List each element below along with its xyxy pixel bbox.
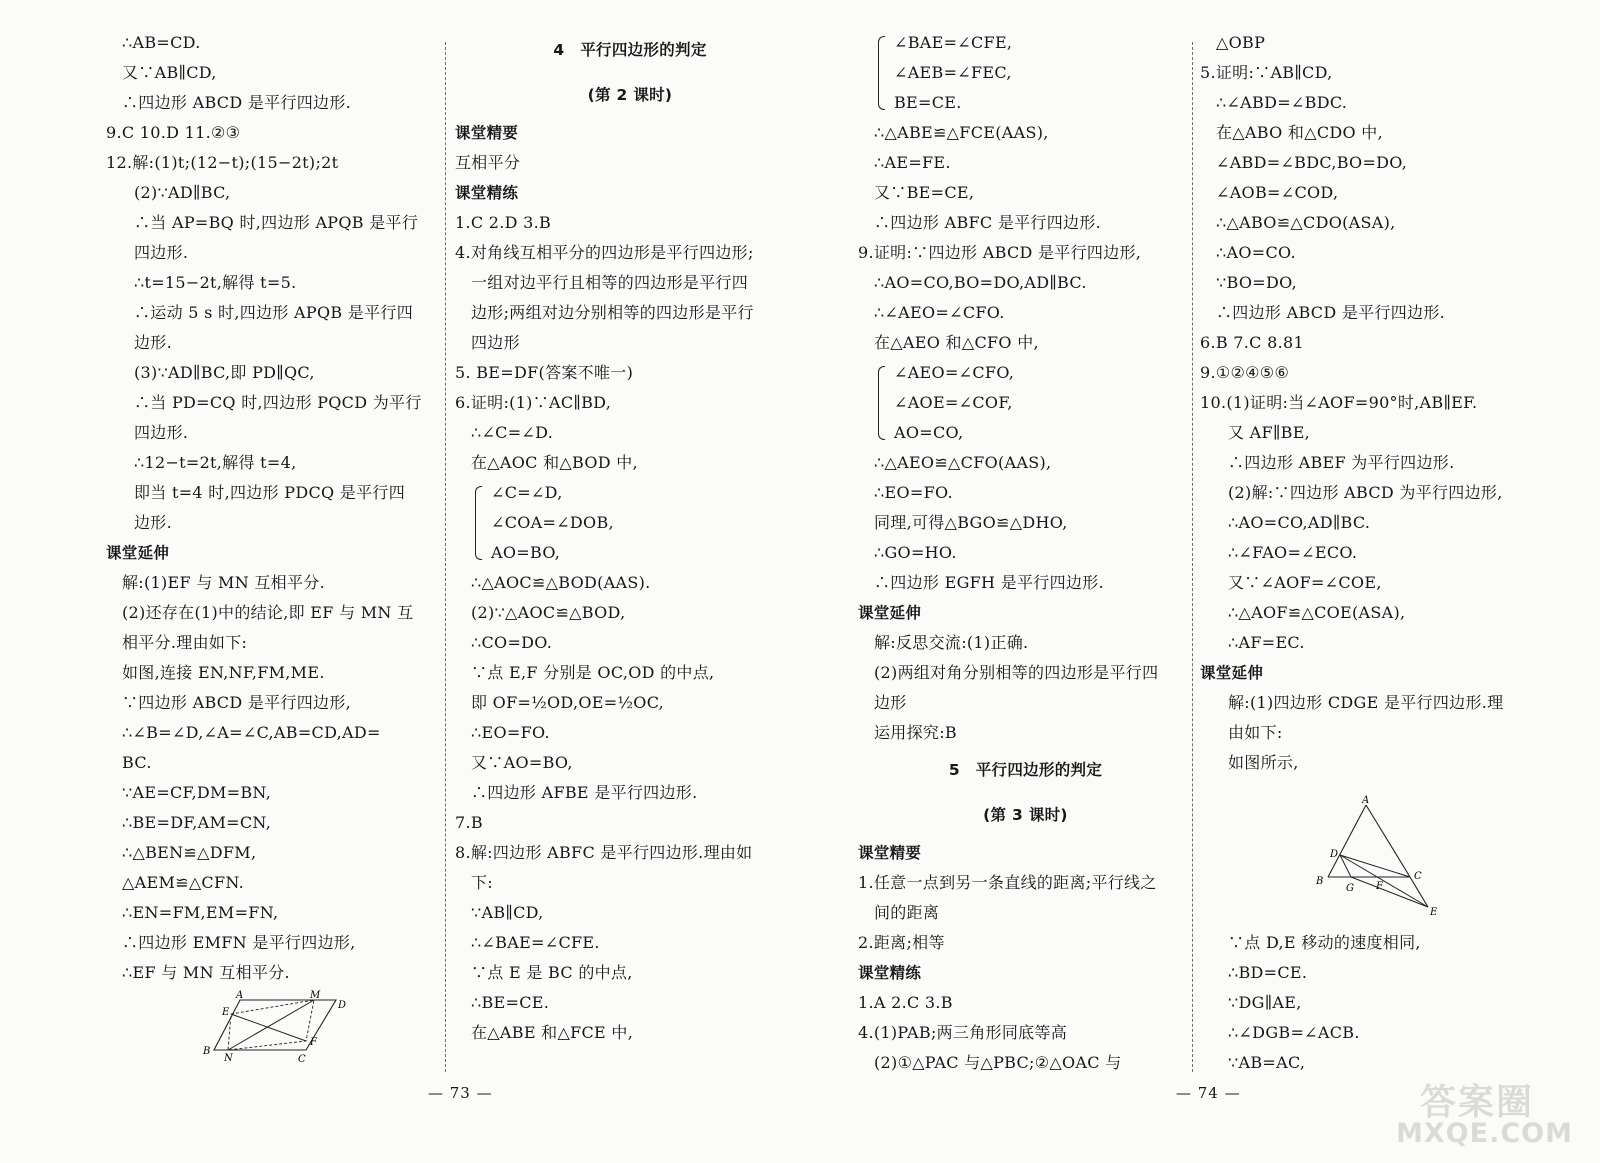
brace-line: ∠AOE=∠COF, <box>858 388 1193 418</box>
text-line: 运用探究:B <box>874 723 957 742</box>
text-line: 四边形. <box>134 423 189 442</box>
section-heading: 课堂精要 <box>455 124 519 142</box>
watermark <box>1392 1074 1592 1154</box>
text-line: (2)∵AD∥BC, <box>134 183 231 202</box>
brace-line: ∠AEO=∠CFO, <box>858 358 1193 388</box>
text-line: 12.解:(1)t;(12−t);(15−2t);2t <box>106 153 339 172</box>
text-line: (2)两组对角分别相等的四边形是平行四 <box>874 663 1159 682</box>
text-line: ∴当 AP=BQ 时,四边形 APQB 是平行 <box>134 213 419 232</box>
text-line: 在△ABE 和△FCE 中, <box>471 1023 634 1042</box>
text-line: ∴EO=FO. <box>874 483 953 502</box>
text-line: (2)解:∵四边形 ABCD 为平行四边形, <box>1228 483 1503 502</box>
label-F: F <box>1376 881 1383 892</box>
text-line: ∴当 PD=CQ 时,四边形 PQCD 为平行 <box>134 393 422 412</box>
text-line: ∴∠ABD=∠BDC. <box>1216 93 1348 112</box>
text-line: ∴EN=FM,EM=FN, <box>122 903 279 922</box>
text-line: 5. BE=DF(答案不唯一) <box>455 363 634 382</box>
section-heading: 课堂精练 <box>858 964 922 982</box>
text-line: ∴CO=DO. <box>471 633 553 652</box>
text-line: ∴四边形 ABCD 是平行四边形. <box>122 93 352 112</box>
text-line: 互相平分 <box>455 153 521 172</box>
text-line: 四边形 <box>471 333 520 352</box>
page-number-right: — 74 — <box>1176 1084 1241 1102</box>
answer-column-2 <box>455 28 805 1048</box>
text-line: 一组对边平行且相等的四边形是平行四 <box>471 273 749 292</box>
text-line: ∴四边形 ABEF 为平行四边形. <box>1228 453 1455 472</box>
text-line: 在△AOC 和△BOD 中, <box>471 453 638 472</box>
label-N: N <box>224 1053 233 1064</box>
text-line: 下: <box>471 873 493 892</box>
text-line: ∴∠FAO=∠ECO. <box>1228 543 1358 562</box>
text-line: ∠AOB=∠COD, <box>1216 183 1339 202</box>
label-C: C <box>1414 871 1422 882</box>
text-line: ∴∠DGB=∠ACB. <box>1228 1023 1360 1042</box>
text-line: ∴AE=FE. <box>874 153 951 172</box>
section-heading: 课堂延伸 <box>858 604 922 622</box>
text-line: 2.距离;相等 <box>858 933 945 952</box>
text-line: 又∵BE=CE, <box>874 183 975 202</box>
text-line: ∵AB∥CD, <box>471 903 544 922</box>
text-line: 又 AF∥BE, <box>1228 423 1311 442</box>
text-line: ∵AE=CF,DM=BN, <box>122 783 272 802</box>
label-A: A <box>1362 795 1370 806</box>
text-line: ∴△AOC≌△BOD(AAS). <box>471 573 651 592</box>
text-line: ∠ABD=∠BDC,BO=DO, <box>1216 153 1408 172</box>
text-line: 1.C 2.D 3.B <box>455 213 552 232</box>
text-line: ∴AO=CO. <box>1216 243 1296 262</box>
text-line: 间的距离 <box>874 903 940 922</box>
brace-line: AO=CO, <box>858 418 1193 448</box>
text-line: 四边形. <box>134 243 189 262</box>
text-line: ∵点 D,E 移动的速度相同, <box>1228 933 1421 952</box>
text-line: 由如下: <box>1228 723 1283 742</box>
label-B: B <box>1316 876 1324 887</box>
text-line: ∴AF=EC. <box>1228 633 1305 652</box>
text-line: ∵四边形 ABCD 是平行四边形, <box>122 693 352 712</box>
text-line: 在△ABO 和△CDO 中, <box>1216 123 1383 142</box>
column-divider <box>445 42 446 1072</box>
text-line: ∴∠AEO=∠CFO. <box>874 303 1005 322</box>
text-line: ∴∠BAE=∠CFE. <box>471 933 600 952</box>
label-F: F <box>310 1037 317 1048</box>
text-line: ∴△AEO≌△CFO(AAS), <box>874 453 1052 472</box>
text-line: 边形. <box>134 513 172 532</box>
text-line: 1.任意一点到另一条直线的距离;平行线之 <box>858 873 1157 892</box>
text-line: 如图,连接 EN,NF,FM,ME. <box>122 663 325 682</box>
text-line: 解:反思交流:(1)正确. <box>874 633 1029 652</box>
text-line: ∴BD=CE. <box>1228 963 1308 982</box>
text-line: ∴△ABO≌△CDO(ASA), <box>1216 213 1396 232</box>
text-line: 9.C 10.D 11.②③ <box>106 123 241 142</box>
label-G: G <box>1346 883 1354 894</box>
text-line: 10.(1)证明:当∠AOF=90°时,AB∥EF. <box>1200 393 1478 412</box>
section-heading: 课堂延伸 <box>1200 664 1264 682</box>
parallelogram-figure <box>200 990 350 1066</box>
text-line: 9.①②④⑤⑥ <box>1200 363 1290 382</box>
text-line: 即当 t=4 时,四边形 PDCQ 是平行四 <box>134 483 405 502</box>
watermark-url: MXQE.COM <box>1396 1118 1573 1149</box>
text-line: ∴四边形 EGFH 是平行四边形. <box>874 573 1104 592</box>
text-line: ∴△ABE≌△FCE(AAS), <box>874 123 1049 142</box>
brace-line: ∠C=∠D, <box>455 478 805 508</box>
text-line: ∴AO=CO,AD∥BC. <box>1228 513 1371 532</box>
column-divider <box>1192 42 1193 1072</box>
text-line: ∴12−t=2t,解得 t=4, <box>134 453 297 472</box>
text-line: 又∵AB∥CD, <box>122 63 217 82</box>
text-line: (2)还存在(1)中的结论,即 EF 与 MN 互 <box>122 603 414 622</box>
text-line: 同理,可得△BGO≌△DHO, <box>874 513 1068 532</box>
text-line: ∴△AOF≌△COE(ASA), <box>1228 603 1406 622</box>
text-line: 4.对角线互相平分的四边形是平行四边形; <box>455 243 754 262</box>
text-line: ∴△BEN≌△DFM, <box>122 843 257 862</box>
text-line: ∴BE=CE. <box>471 993 550 1012</box>
text-line: ∴∠B=∠D,∠A=∠C,AB=CD,AD= <box>122 723 381 742</box>
text-line: ∵点 E 是 BC 的中点, <box>471 963 633 982</box>
text-line: 解:(1)四边形 CDGE 是平行四边形.理 <box>1228 693 1504 712</box>
text-line: BC. <box>122 753 152 772</box>
text-line: 又∵AO=BO, <box>471 753 573 772</box>
answer-column-1 <box>106 28 446 988</box>
label-C: C <box>298 1054 306 1065</box>
text-line: ∴t=15−2t,解得 t=5. <box>134 273 297 292</box>
triangle-figure <box>1310 795 1450 920</box>
text-line: ∴EF 与 MN 互相平分. <box>122 963 290 982</box>
text-line: 如图所示, <box>1228 753 1299 772</box>
label-E: E <box>1430 907 1438 918</box>
text-line: 边形;两组对边分别相等的四边形是平行 <box>471 303 754 322</box>
text-line: ∴∠C=∠D. <box>471 423 554 442</box>
text-line: 边形. <box>134 333 172 352</box>
text-line: 1.A 2.C 3.B <box>858 993 953 1012</box>
text-line: ∴四边形 EMFN 是平行四边形, <box>122 933 356 952</box>
text-line: ∴运动 5 s 时,四边形 APQB 是平行四 <box>134 303 414 322</box>
text-line: ∴EO=FO. <box>471 723 550 742</box>
text-line: 即 OF=½OD,OE=½OC, <box>471 693 665 712</box>
text-line: ∴BE=DF,AM=CN, <box>122 813 272 832</box>
text-line: ∴四边形 ABCD 是平行四边形. <box>1216 303 1446 322</box>
section-heading: 课堂延伸 <box>106 544 170 562</box>
text-line: △AEM≌△CFN. <box>122 873 245 892</box>
text-line: 6.B 7.C 8.81 <box>1200 333 1304 352</box>
label-B: B <box>203 1046 211 1057</box>
text-line: (3)∵AD∥BC,即 PD∥QC, <box>134 363 315 382</box>
text-line: ∴四边形 ABFC 是平行四边形. <box>874 213 1102 232</box>
brace-line: ∠AEB=∠FEC, <box>858 58 1193 88</box>
text-line: ∴GO=HO. <box>874 543 957 562</box>
page-number-left: — 73 — <box>428 1084 493 1102</box>
text-line: (2)①△PAC 与△PBC;②△OAC 与 <box>874 1053 1122 1072</box>
text-line: 又∵∠AOF=∠COE, <box>1228 573 1382 592</box>
text-line: (2)∵△AOC≌△BOD, <box>471 603 626 622</box>
lesson-subtitle: (第 2 课时) <box>587 86 673 104</box>
label-M: M <box>310 990 321 1001</box>
text-line: 9.证明:∵四边形 ABCD 是平行四边形, <box>858 243 1142 262</box>
lesson-subtitle: (第 3 课时) <box>983 806 1068 824</box>
text-line: ∴AO=CO,BO=DO,AD∥BC. <box>874 273 1087 292</box>
label-D: D <box>1330 849 1339 860</box>
text-line: 4.(1)PAB;两三角形同底等高 <box>858 1023 1068 1042</box>
text-line: 5.证明:∵AB∥CD, <box>1200 63 1333 82</box>
text-line: 8.解:四边形 ABFC 是平行四边形.理由如 <box>455 843 753 862</box>
brace-line: ∠COA=∠DOB, <box>455 508 805 538</box>
label-E: E <box>222 1007 230 1018</box>
watermark-logo-text: 答案圈 <box>1420 1082 1535 1123</box>
text-line: ∵BO=DO, <box>1216 273 1297 292</box>
section-heading: 课堂精练 <box>455 184 519 202</box>
text-line: ∵AB=AC, <box>1228 1053 1306 1072</box>
brace-line: AO=BO, <box>455 538 805 568</box>
text-line: ∵DG∥AE, <box>1228 993 1302 1012</box>
text-line: 相平分.理由如下: <box>122 633 248 652</box>
brace-line: BE=CE. <box>858 88 1193 118</box>
answer-column-3 <box>858 28 1193 1078</box>
text-line: ∵点 E,F 分别是 OC,OD 的中点, <box>471 663 715 682</box>
text-line: 6.证明:(1)∵AC∥BD, <box>455 393 612 412</box>
text-line: 7.B <box>455 813 483 832</box>
section-heading: 课堂精要 <box>858 844 922 862</box>
section-title: 4 平行四边形的判定 <box>553 41 707 59</box>
label-D: D <box>338 1000 347 1011</box>
section-title: 5 平行四边形的判定 <box>948 761 1103 779</box>
text-line: ∴四边形 AFBE 是平行四边形. <box>471 783 698 802</box>
text-line: 在△AEO 和△CFO 中, <box>874 333 1039 352</box>
text-line: △OBP <box>1216 33 1266 52</box>
text-line: 边形 <box>874 693 907 712</box>
answer-column-4 <box>1200 28 1540 1078</box>
brace-line: ∠BAE=∠CFE, <box>858 28 1193 58</box>
text-line: 解:(1)EF 与 MN 互相平分. <box>122 573 325 592</box>
text-line: ∴AB=CD. <box>122 33 201 52</box>
label-A: A <box>236 990 244 1001</box>
